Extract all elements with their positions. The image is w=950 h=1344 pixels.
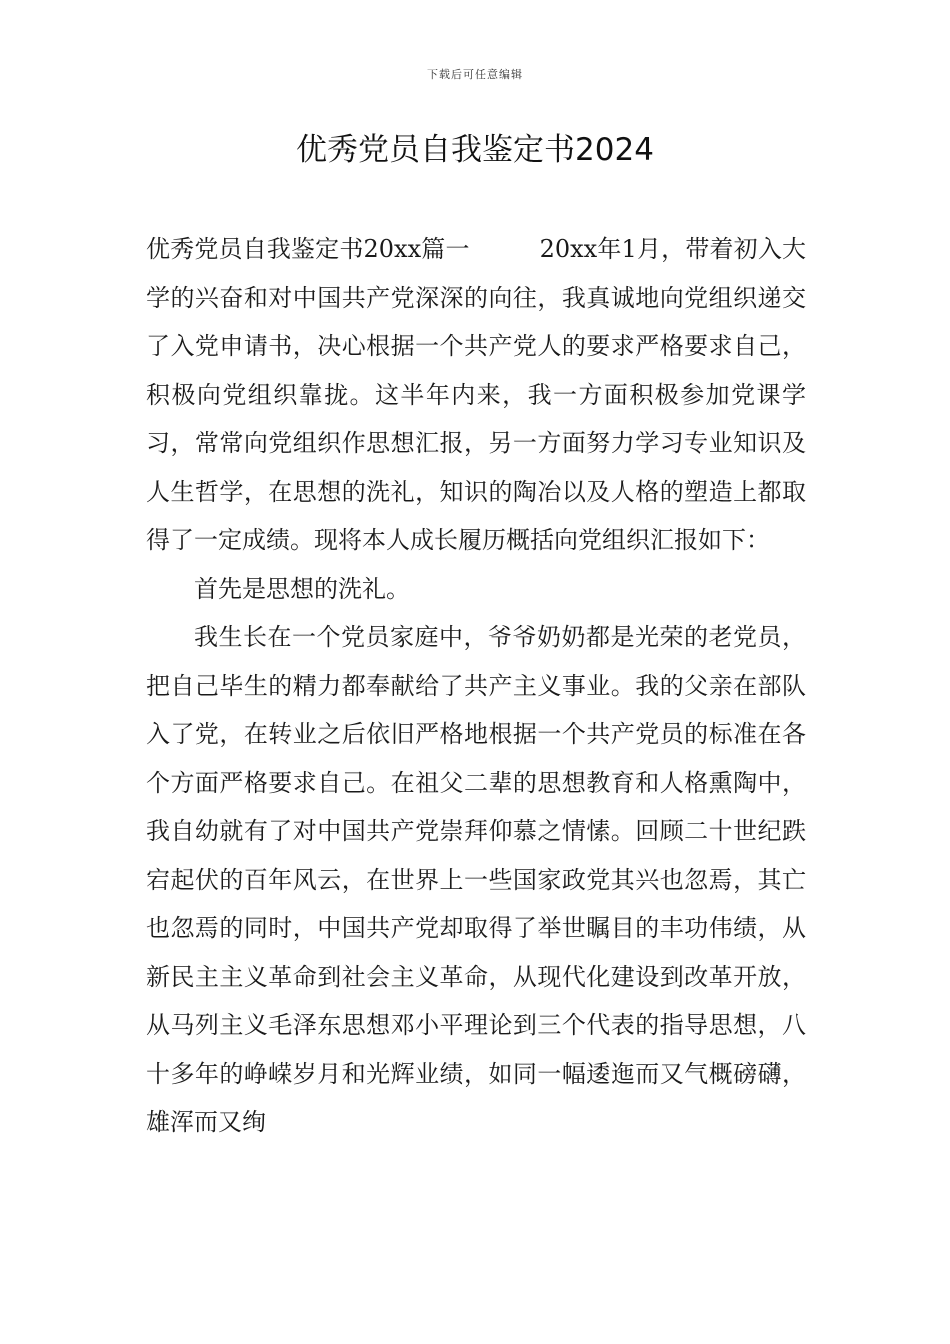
intro-text: 20xx年1月，带着初入大学的兴奋和对中国共产党深深的向往，我真诚地向党组织递交了入党申请书，决心根据一个共产党人的要求严格要求自己，积极向党组织靠拢。这半年内来，我一方面积极参加党课学习，常常向党组织作思想汇报，另一方面努力学习专业知识及人生哲学，在思想的洗礼，知识的陶冶以及人格的塑造上都取得了一定成绩。现将本人成长履历概括向党组织汇报如下： [146, 235, 806, 554]
body-paragraph: 我生长在一个党员家庭中，爷爷奶奶都是光荣的老党员，把自己毕生的精力都奉献给了共产主义事业。我的父亲在部队入了党，在转业之后依旧严格地根据一个共产党员的标准在各个方面严格要求自己。在祖父二辈的思想教育和人格熏陶中，我自幼就有了对中国共产党崇拜仰慕之情愫。回顾二十世纪跌宕起伏的百年风云，在世界上一些国家政党其兴也忽焉，其亡也忽焉的同时，中国共产党却取得了举世瞩目的丰功伟绩，从新民主主义革命到社会主义革命，从现代化建设到改革开放，从马列主义毛泽东思想邓小平理论到三个代表的指导思想，八十多年的峥嵘岁月和光辉业绩，如同一幅逶迤而又气概磅礴，雄浑而又绚 [146, 623, 806, 1136]
intro-paragraph [146, 225, 806, 565]
section-heading-paragraph: 首先是思想的洗礼。 [194, 574, 410, 603]
header-note: 下载后可任意编辑 [427, 68, 523, 81]
document-body [146, 225, 806, 1147]
intro-lead: 优秀党员自我鉴定书20xx篇一 [146, 235, 470, 263]
document-title: 优秀党员自我鉴定书2024 [296, 132, 654, 168]
